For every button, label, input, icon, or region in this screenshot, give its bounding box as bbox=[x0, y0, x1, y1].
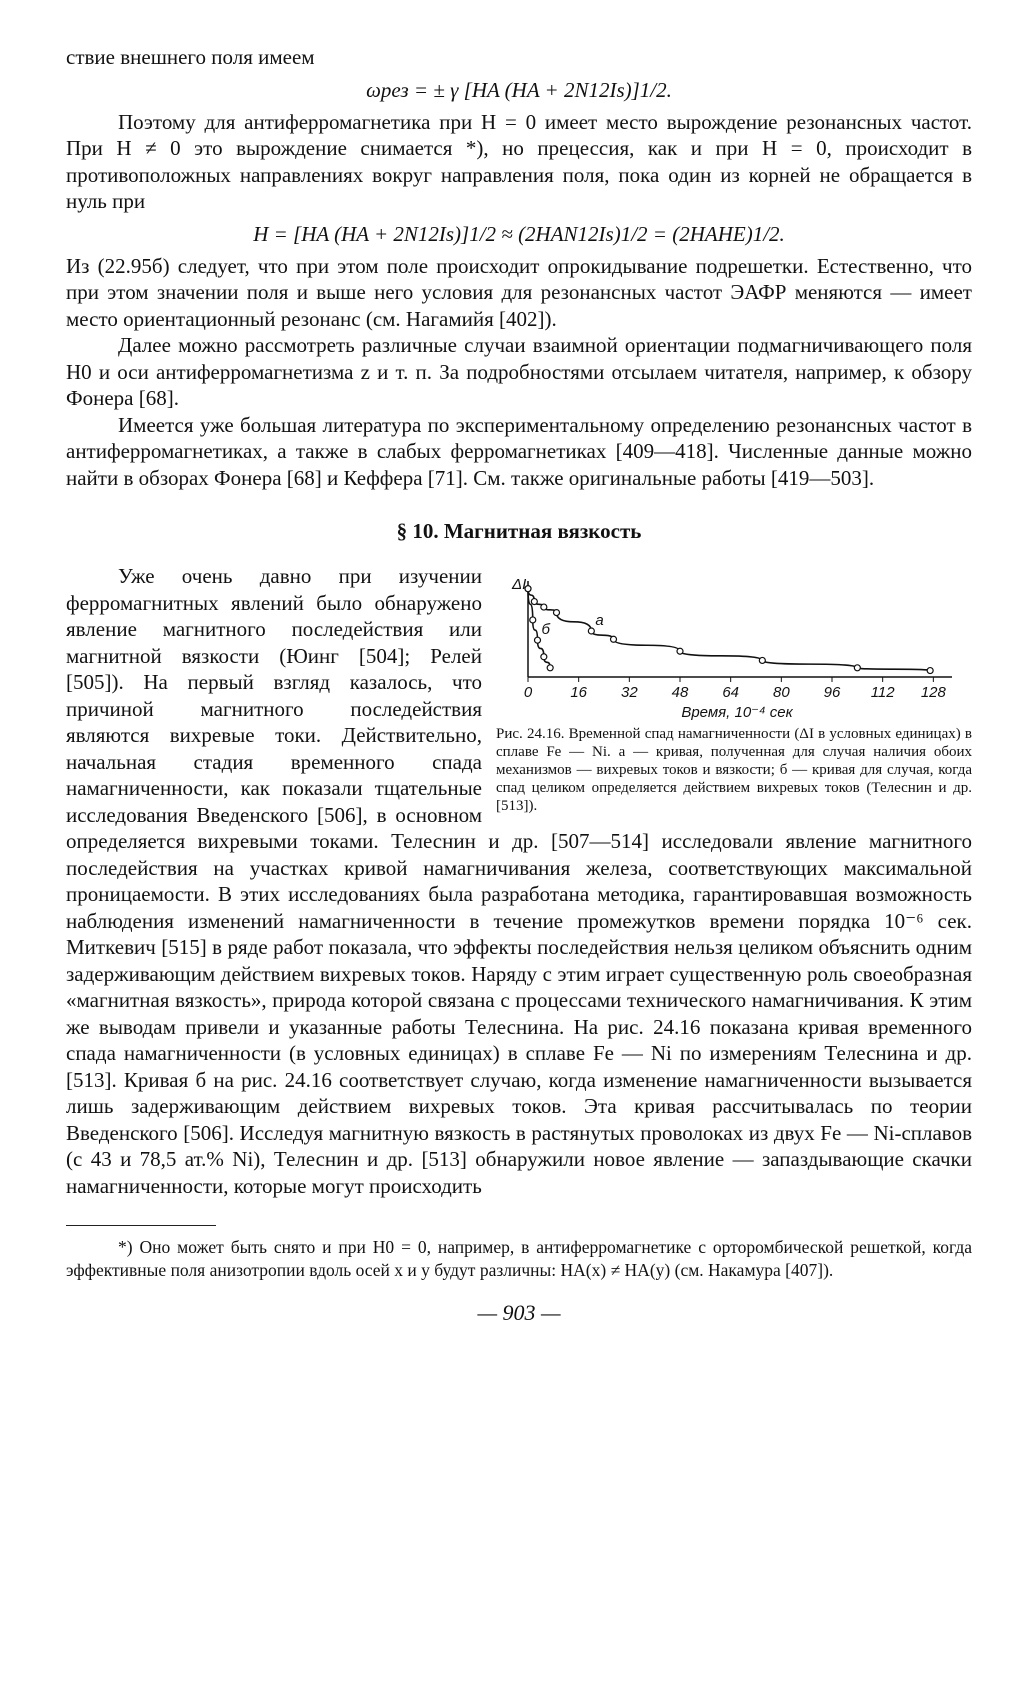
data-point bbox=[611, 636, 617, 642]
x-tick-label: 80 bbox=[772, 684, 790, 701]
data-point bbox=[530, 617, 536, 623]
paragraph-1: ствие внешнего поля имеем bbox=[66, 45, 315, 69]
decay-chart bbox=[496, 571, 972, 721]
x-tick-label: 96 bbox=[823, 684, 841, 701]
paragraph-4: Далее можно рассмотреть различные случаи взаимной ориентации подмагничивающего поля H0 и оси антиферромагнетизма z и т. п. За подробностями отсылаем читателя, например, к обзору Фонера [68]. bbox=[66, 333, 972, 410]
data-point bbox=[541, 654, 547, 660]
data-point bbox=[759, 657, 765, 663]
paragraph-5: Имеется уже большая литература по экспериментальному определению резонансных частот в антиферромагнетиках, а также в слабых ферромагнетиках [409—418]. Численные данные можно найти в обзорах Фонера [68] и Кеффера [71]. См. также оригинальные работы [419—503]. bbox=[66, 412, 972, 490]
paragraph-6: Уже очень давно при изучении ферромагнитных явлений было обнаружено явление магнитного последействия или магнитной вязкости (Юинг [504]; Релей [505]). На первый взгляд казалось, что причиной магнитного последействия являются вихревые токи. Действительно, начальная стадия временного спада намагниченности, как показали тщательные исследования Введенского [506], в основном определяется вихревыми токами. Телеснин и др. [507—514] исследовали явление магнитного последействия на участках кривой намагничивания железа, соответствующих максимальной проницаемости. В этих исследованиях была разработана методика, гарантировавшая возможность наблюдения изменений намагниченности в течение промежутков времени порядка 10⁻⁶ сек. Миткевич [515] в ряде работ показала, что эффекты последействия нельзя целиком объяснить одним задерживающим действием вихревых токов. Наряду с этим играет существенную роль своеобразная «магнитная вязкость», природа которой связана с процессами технического намагничивания. К этим же выводам привели и указанные работы Телеснина. На рис. 24.16 показана кривая временного спада намагниченности (в условных единицах) в сплаве Fe — Ni по измерениям Телеснина и др. [513]. Кривая б на рис. 24.16 соответствует случаю, когда изменение намагниченности вызывается лишь задерживающим действием вихревых токов. Эта кривая рассчитывалась по теории Введенского [506]. Исследуя магнитную вязкость в растянутых проволоках из двух Fe — Ni-сплавов (с 43 и 78,5 ат.% Ni), Телеснин и др. [513] обнаружили новое явление — запаздывающие скачки намагниченности, которые могут происходить bbox=[66, 564, 972, 1198]
paragraph-2: Поэтому для антиферромагнетика при H = 0 имеет место вырождение резонансных частот. При H ≠ 0 это вырождение снимается *), но прецессия, как и при H = 0, происходит в противоположных направлениях вокруг направления поля, пока один из корней не обращается в нуль при bbox=[66, 109, 972, 213]
paragraph-3: Из (22.95б) следует, что при этом поле происходит опрокидывание подрешетки. Естественно, что при этом значении поля и выше него условия для резонансных частот ЭАФР меняются — имеет место ориентационный резонанс (см. Нагамийя [402]). bbox=[66, 253, 972, 331]
x-tick-label: 16 bbox=[570, 684, 588, 701]
x-tick-label: 48 bbox=[671, 684, 689, 701]
x-tick-label: 112 bbox=[870, 684, 895, 701]
data-point bbox=[554, 610, 560, 616]
section-heading: § 10. Магнитная вязкость bbox=[396, 519, 642, 543]
footnote: *) Оно может быть снято и при H0 = 0, например, в антиферромагнетике с орторомбической решеткой, когда эффективные поля анизотропии вдоль осей x и y будут различны: HA(x) ≠ HA(y) (см. Накамура [407]). bbox=[66, 1237, 972, 1280]
x-tick-label: 128 bbox=[920, 684, 946, 701]
data-point bbox=[927, 668, 933, 674]
series-label: б bbox=[541, 621, 550, 639]
x-tick-label: 32 bbox=[620, 684, 638, 701]
data-point bbox=[531, 599, 537, 605]
equation-field: H = [HA (HA + 2N12Is)]1/2 ≈ (2HAN12Is)1/2 = (2HAHE)1/2. bbox=[253, 221, 785, 246]
x-tick-label: 64 bbox=[722, 684, 740, 701]
series-label: а bbox=[595, 612, 604, 629]
equation-resonance: ωрез = ± γ [HA (HA + 2N12Is)]1/2. bbox=[366, 77, 672, 102]
page-number: — 903 — bbox=[477, 1300, 561, 1325]
x-tick-label: 0 bbox=[523, 684, 533, 701]
page bbox=[66, 44, 972, 1326]
footnote-divider bbox=[66, 1225, 216, 1226]
figure-caption: Рис. 24.16. Временной спад намагниченности (ΔI в условных единицах) в сплаве Fe — Ni. а — кривая, полученная для случая наличия обоих механизмов — вихревых токов и вязкости; б — кривая для случая, когда спад целиком определяется действием вихревых токов (Телеснин и др. [513]). bbox=[496, 726, 972, 814]
figure-24-16 bbox=[496, 571, 972, 815]
data-point bbox=[535, 637, 541, 643]
data-point bbox=[588, 628, 594, 634]
x-axis-label: Время, 10⁻⁴ сек bbox=[681, 704, 793, 721]
data-point bbox=[677, 648, 683, 654]
data-point bbox=[541, 604, 547, 610]
data-point bbox=[854, 665, 860, 671]
y-axis-label: ΔI bbox=[512, 576, 527, 593]
data-point bbox=[547, 665, 553, 671]
